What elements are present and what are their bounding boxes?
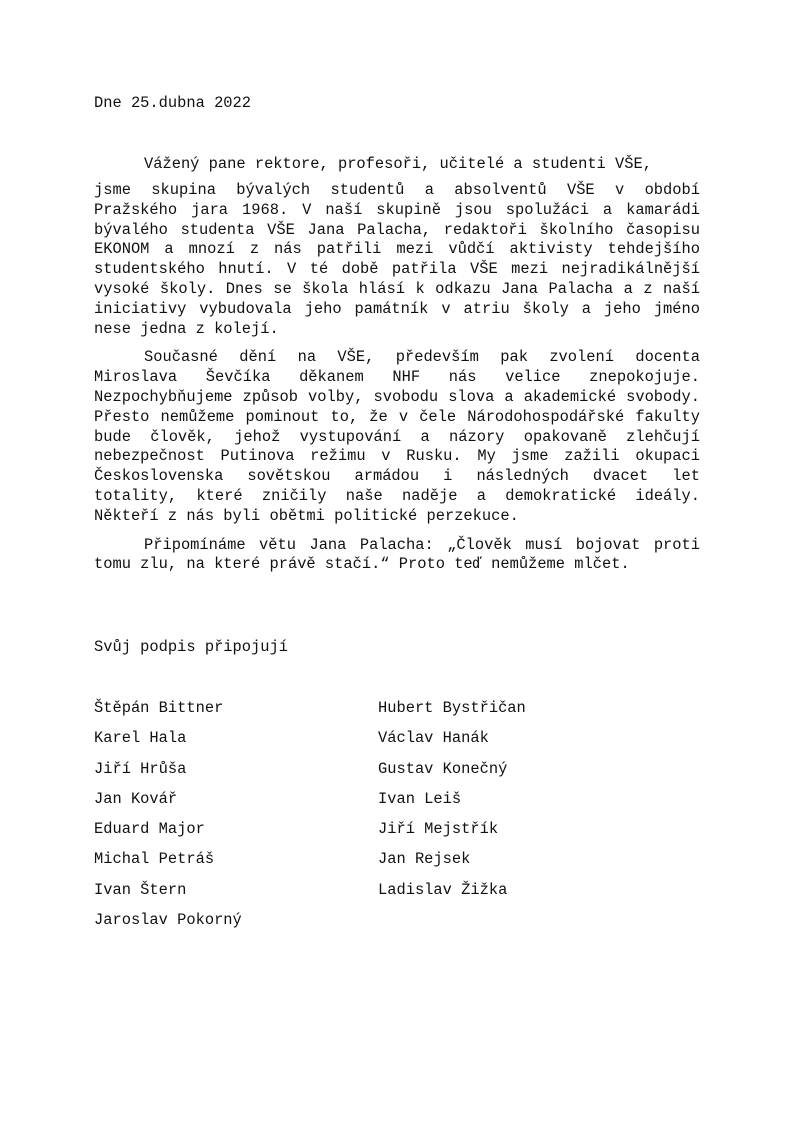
signatory-name: Ivan Štern — [94, 880, 187, 899]
body-paragraph: Připomínáme větu Jana Palacha: „Člověk musí bojovat proti tomu zlu, na které právě stačí.“ Proto teď nemůžeme mlčet. — [94, 535, 700, 574]
signature-intro: Svůj podpis připojují — [94, 638, 288, 656]
signatory-name: Ivan Leiš — [378, 789, 462, 808]
letter-date: Dne 25.dubna 2022 — [94, 94, 252, 112]
signatory-name: Jan Kovář — [94, 789, 178, 808]
signatory-name: Jiří Mejstřík — [378, 820, 499, 839]
signatory-name: Václav Hanák — [378, 729, 489, 748]
signatory-name: Michal Petráš — [94, 850, 215, 869]
signatory-name: Štěpán Bittner — [94, 699, 224, 717]
signatory-name: Jiří Hrůša — [94, 759, 187, 778]
signatory-name: Jan Rejsek — [378, 850, 471, 869]
letter-body — [94, 181, 700, 584]
signatory-name: Jaroslav Pokorný — [94, 911, 242, 930]
body-paragraph: Současné dění na VŠE, především pak zvolení docenta Miroslava Ševčíka děkanem NHF nás velice znepokojuje. Nezpochybňujeme způsob volby, svobodu slova a akademické svobody. Přesto nemůžeme pominout to, že v čele Národohospodářské fakulty bude člověk, jehož vystupování a názory opakovaně zlehčují nebezpečnost Putinova režimu v Rusku. My jsme zažili okupaci Československa sovětskou armádou i následných dvacet let totality, které zničily naše naděje a demokratické ideály. Někteří z nás byli obětmi politické perzekuce. — [94, 348, 700, 525]
letter-greeting: Vážený pane rektore, profesoři, učitelé a studenti VŠE, — [144, 155, 652, 173]
signatory-name: Gustav Konečný — [378, 759, 508, 778]
signatory-name: Karel Hala — [94, 729, 187, 748]
body-paragraph: jsme skupina bývalých studentů a absolventů VŠE v období Pražského jara 1968. V naší skupině jsou spolužáci a kamarádi bývalého studenta VŠE Jana Palacha, redaktoři školního časopisu EKONOM a mnozí z nás patřili mezi vůdčí aktivisty tehdejšího studentského hnutí. V té době patřila VŠE mezi nejradikálnější vysoké školy. Dnes se škola hlásí k odkazu Jana Palacha a z naší iniciativy vybudovala jeho památník v atriu školy a jeho jméno nese jedna z kolejí. — [94, 181, 700, 338]
signatory-name: Hubert Bystřičan — [378, 699, 526, 717]
signatory-list — [94, 697, 700, 939]
signatory-name: Ladislav Žižka — [378, 880, 508, 899]
signatory-name: Eduard Major — [94, 820, 205, 839]
